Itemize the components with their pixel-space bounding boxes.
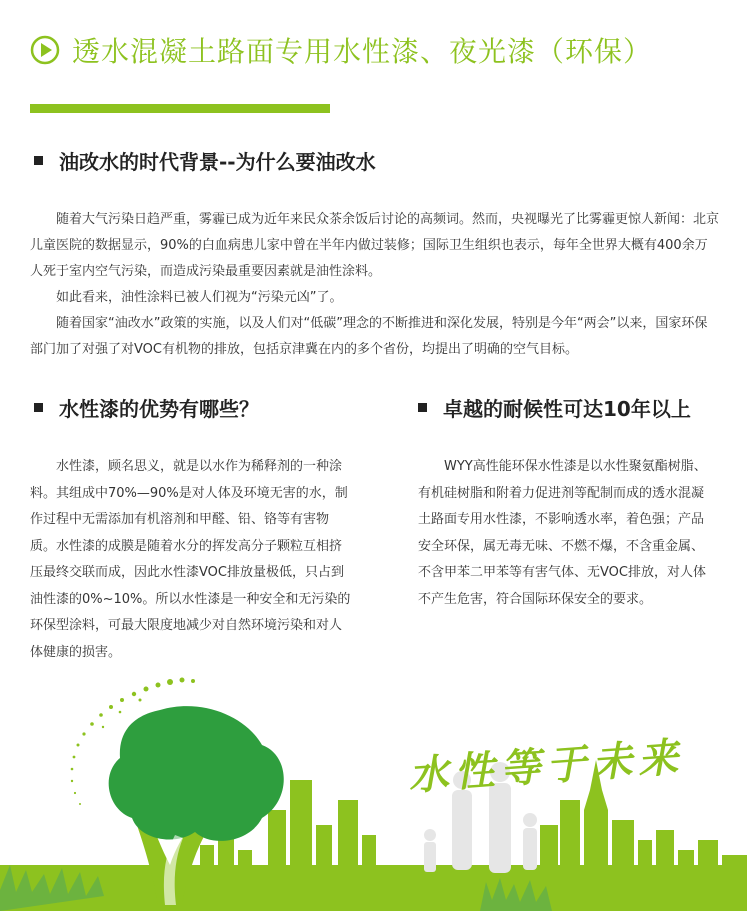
background-heading — [34, 146, 376, 175]
square-bullet-icon — [34, 403, 43, 412]
title-underline — [30, 104, 330, 113]
background-paragraph-2: 如此看来，油性涂料已被人们视为“污染元凶”了。 — [56, 290, 343, 305]
square-bullet-icon — [34, 156, 43, 165]
background-heading-text: 油改水的时代背景--为什么要油改水 — [59, 150, 376, 174]
background-paragraph-3: 随着国家“油改水”政策的实施，以及人们对“低碳”理念的不断推进和深化发展，特别是今年“两会”以来，国家环保部门加了对强了对VOC有机物的排放，包括京津冀在内的多个省份，均提出了明确的空气目标。 — [30, 316, 708, 357]
advantages-paragraph: 水性漆，顾名思义，就是以水作为稀释剂的一种涂料。其组成中70%—90%是对人体及环境无害的水，制作过程中无需添加有机溶剂和甲醛、铅、铬等有害物质。水性漆的成膜是随着水分的挥发高分子颗粒互相挤压最终交联而成，因此水性漆VOC排放量极低，只占到油性漆的0%~10%。所以水性漆是一种安全和无污染的环保型涂料，可最大限度地减少对自然环境污染和对人体健康的损害。 — [30, 459, 351, 660]
slogan-text: 水性等于未来 — [406, 733, 686, 800]
page-header — [30, 30, 652, 70]
background-paragraph-1: 随着大气污染日趋严重，雾霾已成为近年来民众茶余饭后讨论的高频词。然而，央视曝光了比雾霾更惊人新闻：北京儿童医院的数据显示，90%的白血病患儿家中曾在半年内做过装修；国际卫生组织也表示，每年全世界大概有400余万人死于室内空气污染，而造成污染最重要因素就是油性涂料。 — [30, 212, 720, 279]
play-circle-icon — [30, 35, 60, 65]
durability-heading-text: 卓越的耐候性可达10年以上 — [443, 397, 691, 421]
advantages-heading-text: 水性漆的优势有哪些？ — [59, 397, 259, 421]
advantages-heading — [34, 393, 259, 422]
durability-paragraph: WYY高性能环保水性漆是以水性聚氨酯树脂、有机硅树脂和附着力促进剂等配制而成的透水混凝土路面专用水性漆，不影响透水率，着色强；产品安全环保，属无毒无味、不燃不爆，不含重金属、不含甲苯二甲苯等有害气体、无VOC排放，对人体不产生危害，符合国际环保安全的要求。 — [418, 459, 707, 607]
durability-heading — [418, 393, 691, 422]
page-title: 透水混凝土路面专用水性漆、夜光漆（环保） — [72, 35, 653, 68]
square-bullet-icon — [418, 403, 427, 412]
